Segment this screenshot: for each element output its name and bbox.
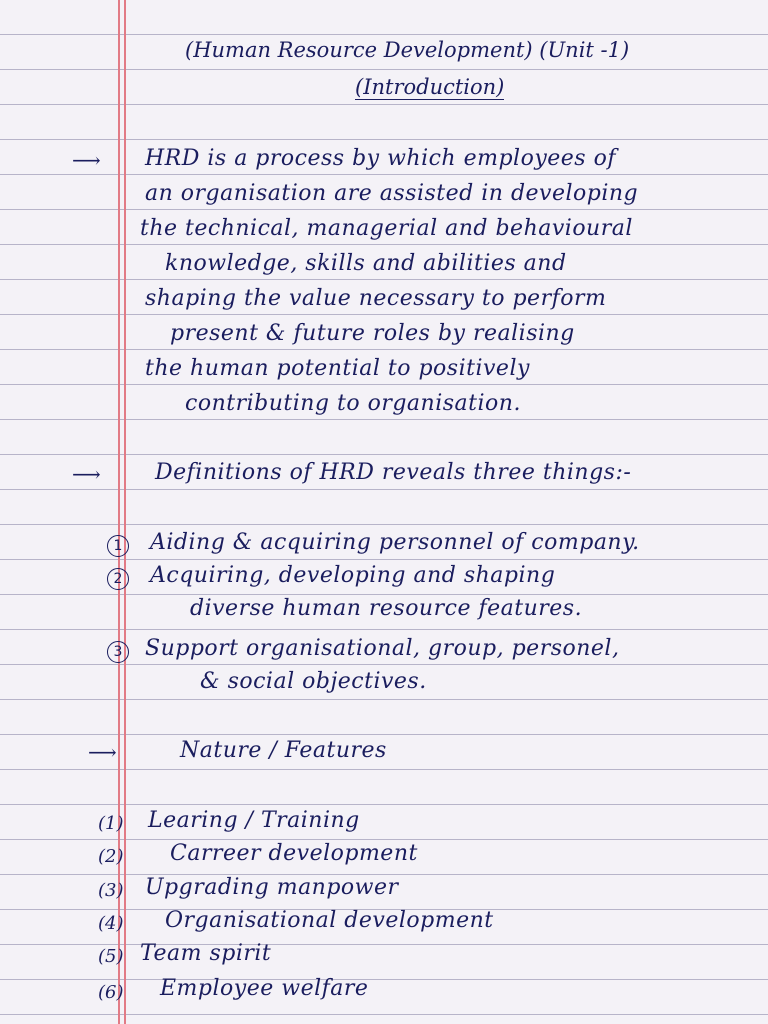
page-subtitle: (Introduction) [355,75,505,99]
list-number: (1) [98,813,124,834]
list-number: (6) [98,982,124,1003]
feature-item: Upgrading manpower [145,875,399,900]
arrow-icon: ⟶ [88,740,117,764]
definition-item: Support organisational, group, personel, [145,636,620,661]
definition-item: Acquiring, developing and shaping [150,563,556,588]
list-number: (4) [98,913,124,934]
intro-line: HRD is a process by which employees of [145,146,616,171]
intro-line: an organisation are assisted in developing [145,181,639,206]
feature-item: Learing / Training [148,808,360,833]
intro-line: knowledge, skills and abilities and [165,251,567,276]
definition-item: diverse human resource features. [190,596,583,621]
arrow-icon: ⟶ [72,462,101,486]
list-number: 3 [107,641,129,663]
list-number: 2 [107,568,129,590]
intro-line: the technical, managerial and behavioural [140,216,633,241]
intro-line: contributing to organisation. [185,391,521,416]
definition-item: & social objectives. [200,669,427,694]
feature-item: Employee welfare [160,976,369,1001]
margin-line-left [118,0,120,1024]
arrow-icon: ⟶ [72,148,101,172]
definition-item: Aiding & acquiring personnel of company. [150,530,640,555]
definitions-heading: Definitions of HRD reveals three things:- [155,460,632,485]
list-number: (2) [98,846,124,867]
feature-item: Organisational development [165,908,494,933]
page-title: (Human Resource Development) (Unit -1) [185,38,630,62]
list-number: 1 [107,535,129,557]
nature-heading: Nature / Features [180,738,387,763]
margin-line-right [124,0,126,1024]
list-number: (3) [98,880,124,901]
list-number: (5) [98,946,124,967]
intro-line: the human potential to positively [145,356,530,381]
feature-item: Carreer development [170,841,418,866]
intro-line: shaping the value necessary to perform [145,286,607,311]
intro-line: present & future roles by realising [170,321,575,346]
feature-item: Team spirit [140,941,272,966]
